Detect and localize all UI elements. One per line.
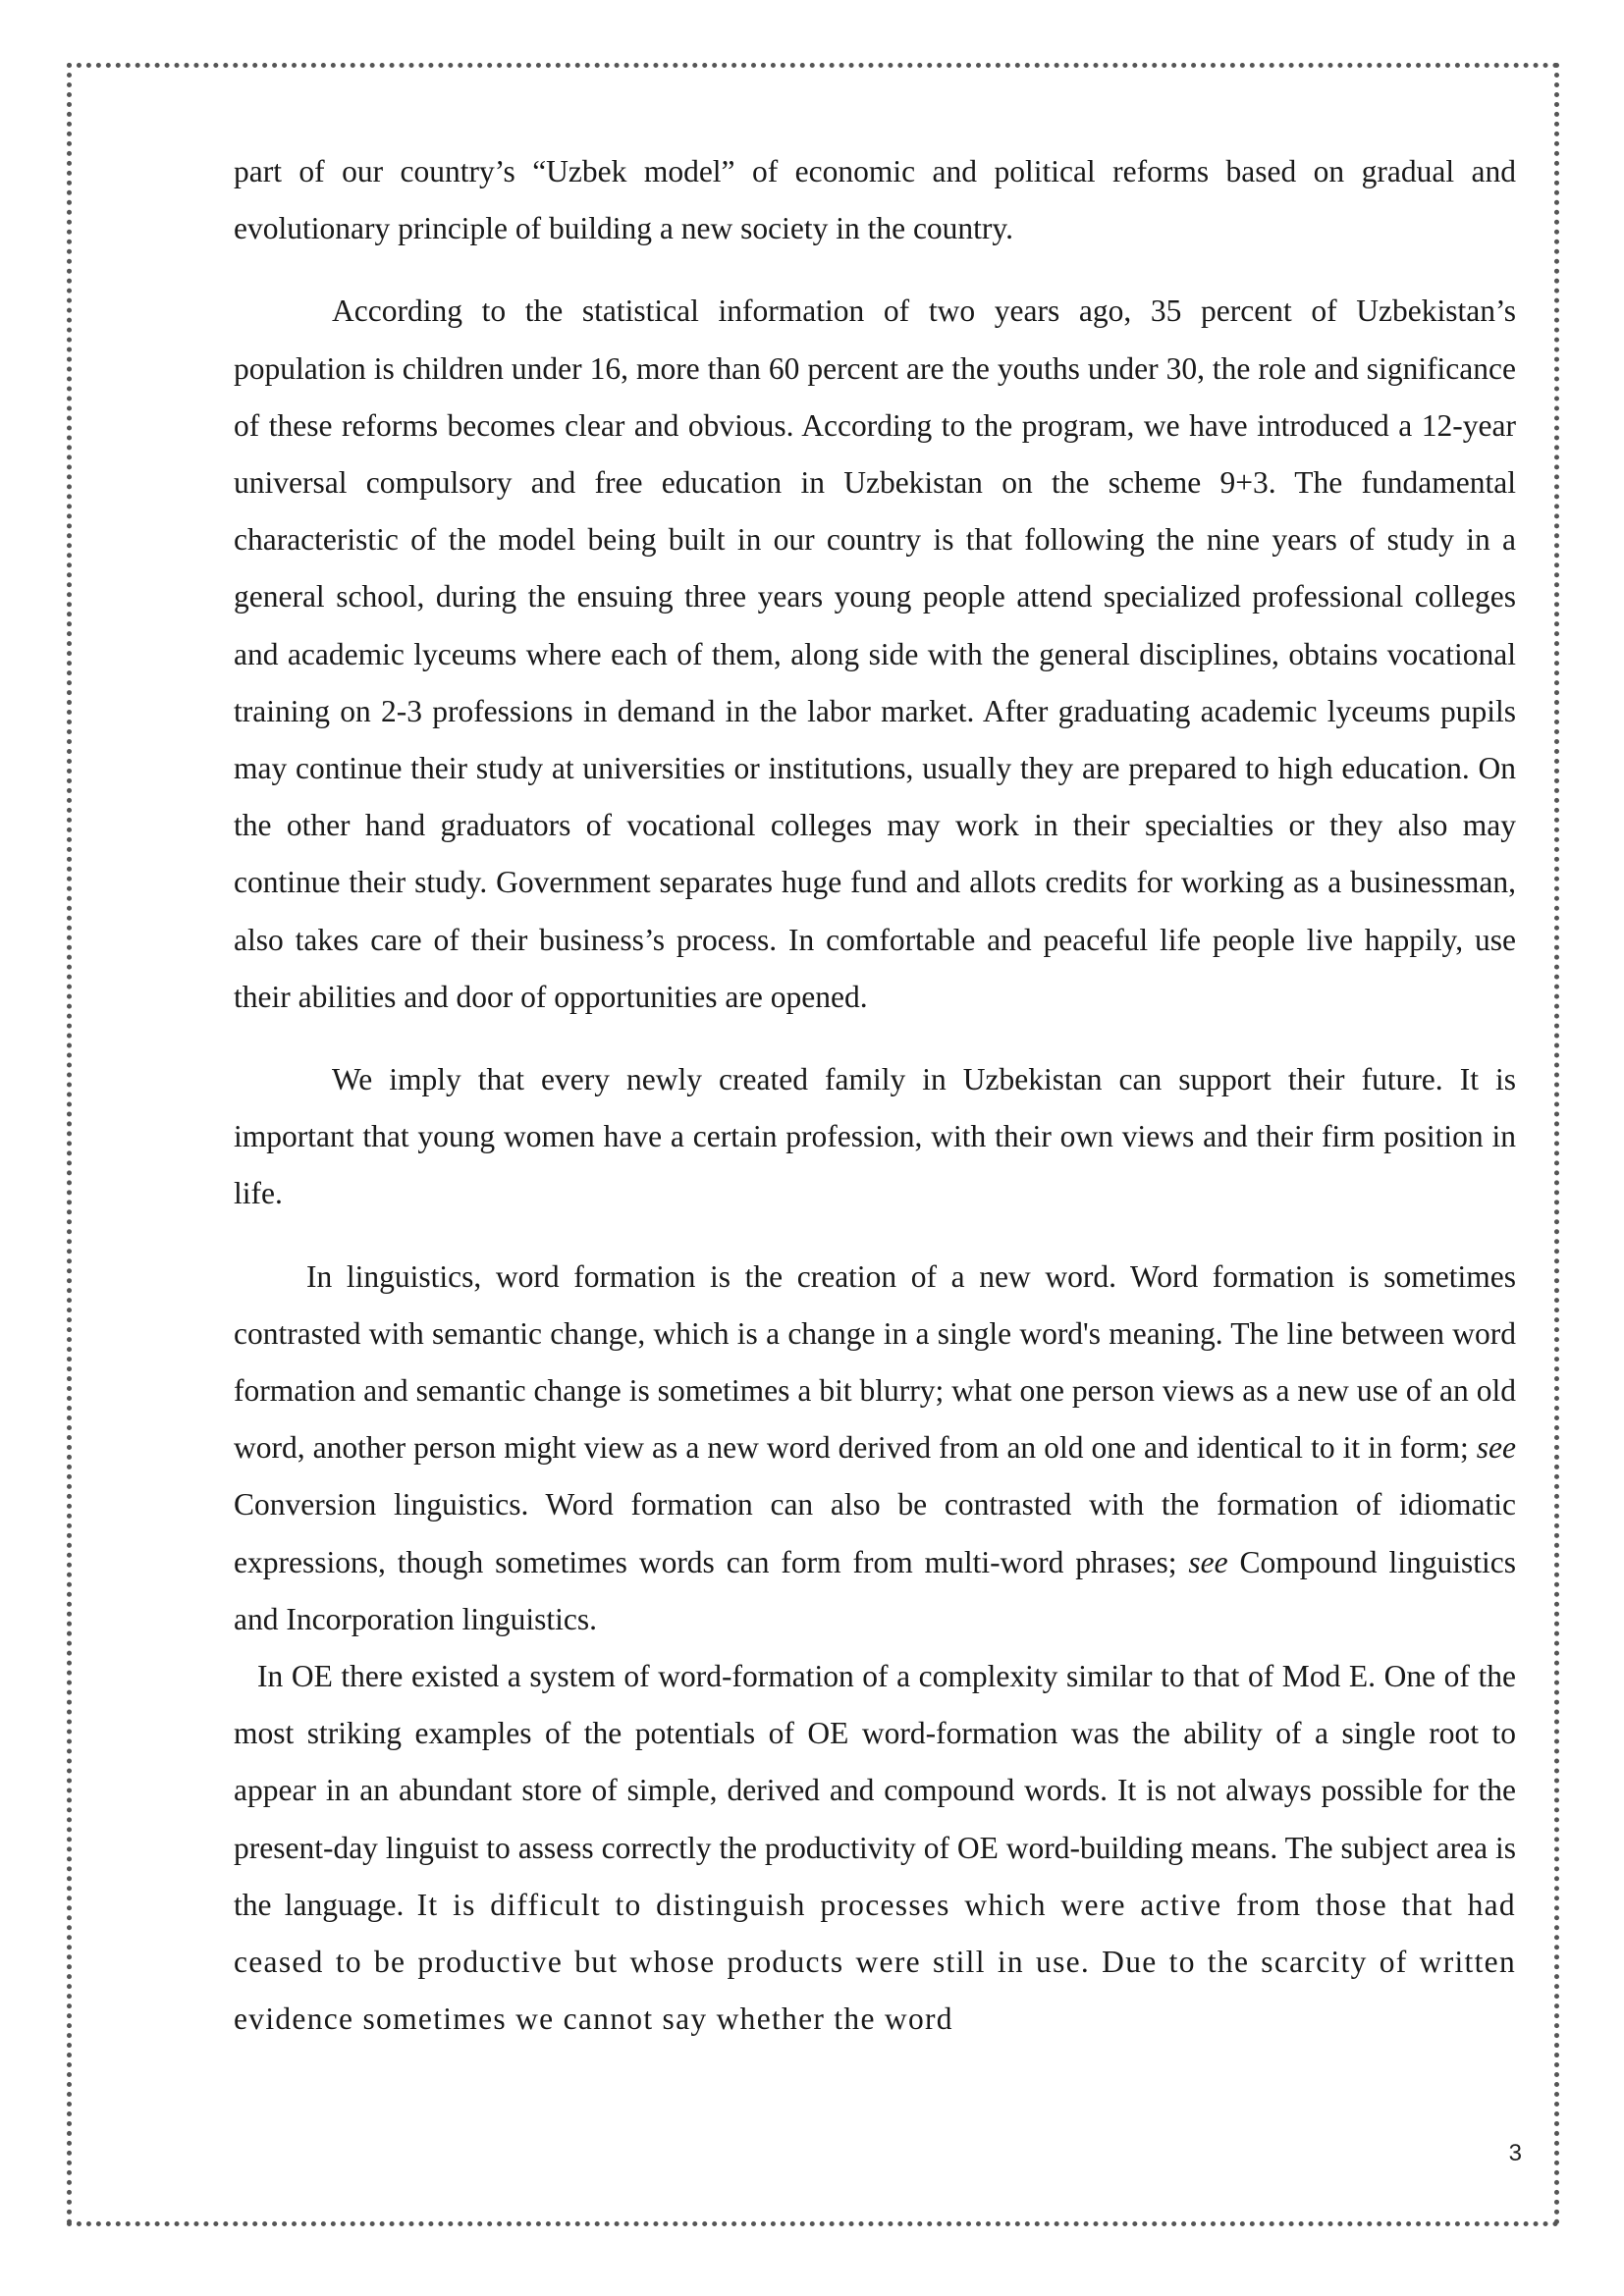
document-body <box>234 143 1516 2049</box>
paragraph-oe-word-formation <box>234 1648 1516 2048</box>
paragraph-education-statistics: According to the statistical information of two years ago, 35 percent of Uzbekistan’s population is children under 16, more than 60 percent are the youths under 30, the role and significance of these reforms becomes clear and obvious. According to the program, we have introduced a 12-year universal compulsory and free education in Uzbekistan on the scheme 9+3. The fundamental characteristic of the model being built in our country is that following the nine years of study in a general school, during the ensuing three years young people attend specialized professional colleges and academic lyceums where each of them, along side with the general disciplines, obtains vocational training on 2-3 professions in demand in the labor market. After graduating academic lyceums pupils may continue their study at universities or institutions, usually they are prepared to high education. On the other hand graduators of vocational colleges may work in their specialties or they also may continue their study. Government separates huge fund and allots credits for working as a businessman, also takes care of their business’s process. In comfortable and peaceful life people live happily, use their abilities and door of opportunities are opened. <box>234 294 1516 1014</box>
see-reference-2: see <box>1188 1544 1228 1579</box>
word-formation-text-1: In linguistics, word formation is the creation of a new word. Word formation is sometimes contrasted with semantic change, which is a change in a single word's meaning. The line between word formation and semantic change is sometimes a bit blurry; what one person views as a new use of an old word, another person might view as a new word derived from an old one and identical to it in form; <box>234 1258 1516 1466</box>
paragraph-reform-model: part of our country’s “Uzbek model” of economic and political reforms based on gradual and evolutionary principle of building a new society in the country. <box>234 154 1516 246</box>
see-reference-1: see <box>1476 1430 1516 1466</box>
paragraph-word-formation <box>234 1249 1516 1648</box>
word-formation-text-2: Conversion linguistics. Word formation can also be contrasted with the formation of idiomatic expressions, though sometimes words can form from multi-word phrases; <box>234 1487 1516 1579</box>
paragraph-family-future: We imply that every newly created family in Uzbekistan can support their future. It is important that young women have a certain profession, with their own views and their firm position in life. <box>234 1062 1516 1211</box>
oe-text-2: It is difficult to distinguish processes which were active from those that had ceased to be productive but whose products were still in use. Due to the scarcity of written evidence sometimes we cannot say whether the word <box>234 1887 1516 2037</box>
word-formation-text-3: Compound linguistics and Incorporation linguistics. <box>234 1544 1516 1636</box>
page-number: 3 <box>1508 2140 1522 2166</box>
oe-text-1: In OE there existed a system of word-formation of a complexity similar to that of Mod E. One of the most striking examples of the potentials of OE word-formation was the ability of a single root to appear in an abundant store of simple, derived and compound words. It is not always possible for the present-day linguist to assess correctly the productivity of OE word-building means. The subject area is the language. <box>234 1659 1516 1922</box>
